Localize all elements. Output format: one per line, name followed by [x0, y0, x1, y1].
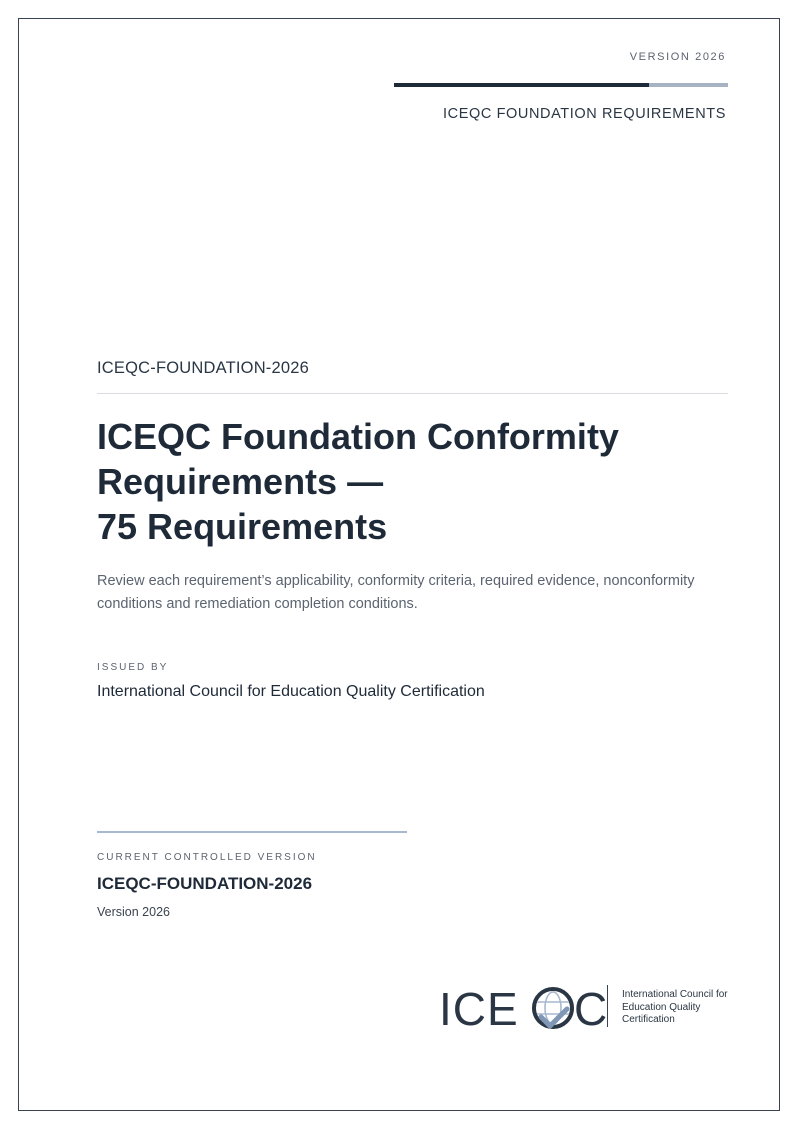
wordmark-c: C: [574, 983, 608, 1035]
logo-text-line: Certification: [622, 1014, 675, 1025]
document-title-line: ICEQC Foundation Conformity: [97, 416, 619, 457]
controlled-version-label: CURRENT CONTROLLED VERSION: [97, 852, 317, 863]
header-title: ICEQC FOUNDATION REQUIREMENTS: [443, 106, 726, 122]
issuer-name: International Council for Education Quality Certification: [97, 683, 485, 700]
accent-divider: [97, 831, 407, 833]
document-code: ICEQC-FOUNDATION-2026: [97, 359, 310, 377]
globe-check-icon: [534, 989, 572, 1027]
issued-by-label: ISSUED BY: [97, 662, 169, 673]
controlled-version-code: ICEQC-FOUNDATION-2026: [97, 874, 313, 893]
logo-text: [622, 989, 728, 1027]
document-title-line: Requirements —: [97, 461, 384, 502]
iceqc-wordmark: [437, 981, 608, 1037]
header-accent-bar: [394, 83, 728, 87]
document-title: [97, 414, 717, 549]
wordmark-ice: ICE: [439, 983, 519, 1035]
document-title-line: 75 Requirements: [97, 506, 388, 547]
header-accent-bar-light: [649, 83, 728, 87]
document-description: Review each requirement’s applicability, conformity criteria, required evidence, nonconformity conditions and remediation completion conditions.: [97, 573, 695, 612]
header-version-label: VERSION 2026: [629, 51, 726, 63]
logo-divider: [607, 985, 608, 1027]
header-accent-bar-dark: [394, 83, 649, 87]
logo-text-line: Education Quality: [622, 1001, 701, 1013]
logo-text-line: International Council for: [622, 989, 728, 1000]
divider: [97, 393, 728, 394]
iceqc-logo: [437, 981, 737, 1037]
document-cover: [18, 18, 780, 1111]
controlled-version-number: Version 2026: [97, 905, 170, 919]
